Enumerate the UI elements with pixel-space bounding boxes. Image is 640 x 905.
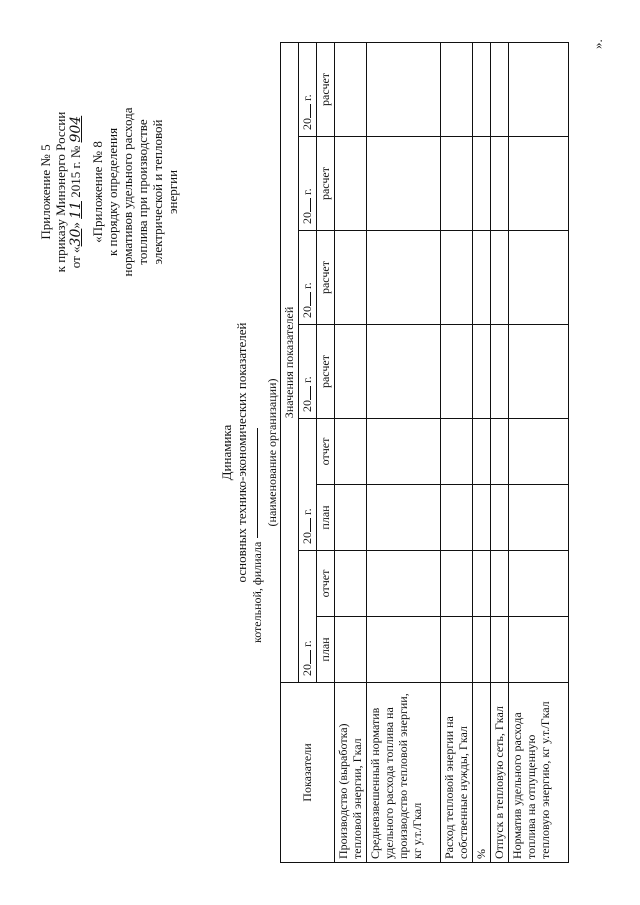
handwritten-number: 904 <box>68 115 84 143</box>
organization-caption: (наименование организации) <box>265 378 279 527</box>
row-label: Расход тепловой энергии на собственные нужды, Гкал <box>441 683 473 863</box>
header-calc-3: расчет <box>317 137 335 231</box>
row-label: Производство (выработка) тепловой энергии, Гкал <box>335 683 367 863</box>
handwritten-day: 30 <box>68 228 84 247</box>
organization-line: котельной, филиала <box>250 428 265 643</box>
organization-blank <box>257 428 258 538</box>
header-year-1: 20 г. <box>299 551 317 683</box>
indicators-table <box>280 42 569 863</box>
row-label: Норматив удельного расхода топлива на отпущенную тепловую энергию, кг у.т./Гкал <box>509 683 569 863</box>
appendix-header: Приложение № 5 к приказу Минэнерго России от «30» 11 2015 г. № 904 «Приложение № 8 к порядку определения нормативов удельного расхода топлива при производстве электрической и тепловой энергии <box>38 107 180 277</box>
table-row <box>335 42 367 862</box>
header-year-4: 20 г. <box>299 231 317 325</box>
closing-quote: ». <box>590 39 605 49</box>
document-title: Динамика <box>219 424 234 481</box>
row-label: Средневзвешенный норматив удельного расхода топлива на производство тепловой энергии, кг у.т./Гкал <box>367 683 441 863</box>
header-values: Значения показателей <box>281 42 299 682</box>
header-calc-4: расчет <box>317 42 335 136</box>
appendix-number: Приложение № 5 <box>38 144 53 240</box>
header-year-6: 20 г. <box>299 42 317 136</box>
table-row <box>441 42 473 862</box>
handwritten-month: 11 <box>68 201 84 219</box>
header-indicators: Показатели <box>281 683 335 863</box>
table-row <box>509 42 569 862</box>
header-report-1: отчет <box>317 551 335 617</box>
table-row <box>491 42 509 862</box>
table-row <box>473 42 491 862</box>
row-label: % <box>473 683 491 863</box>
header-year-3: 20 г. <box>299 325 317 419</box>
header-year-5: 20 г. <box>299 137 317 231</box>
document-subtitle: основных технико-экономических показателей <box>234 322 249 583</box>
appendix-annex: «Приложение № 8 <box>90 141 105 243</box>
header-report-2: отчет <box>317 419 335 485</box>
header-year-2: 20 г. <box>299 419 317 551</box>
row-label: Отпуск в тепловую сеть, Гкал <box>491 683 509 863</box>
appendix-order: к приказу Минэнерго России <box>53 111 68 273</box>
table-row <box>367 42 441 862</box>
header-calc-1: расчет <box>317 325 335 419</box>
header-plan-1: план <box>317 617 335 683</box>
header-calc-2: расчет <box>317 231 335 325</box>
header-plan-2: план <box>317 485 335 551</box>
appendix-date: от «30» 11 2015 г. № 904 <box>68 115 84 269</box>
